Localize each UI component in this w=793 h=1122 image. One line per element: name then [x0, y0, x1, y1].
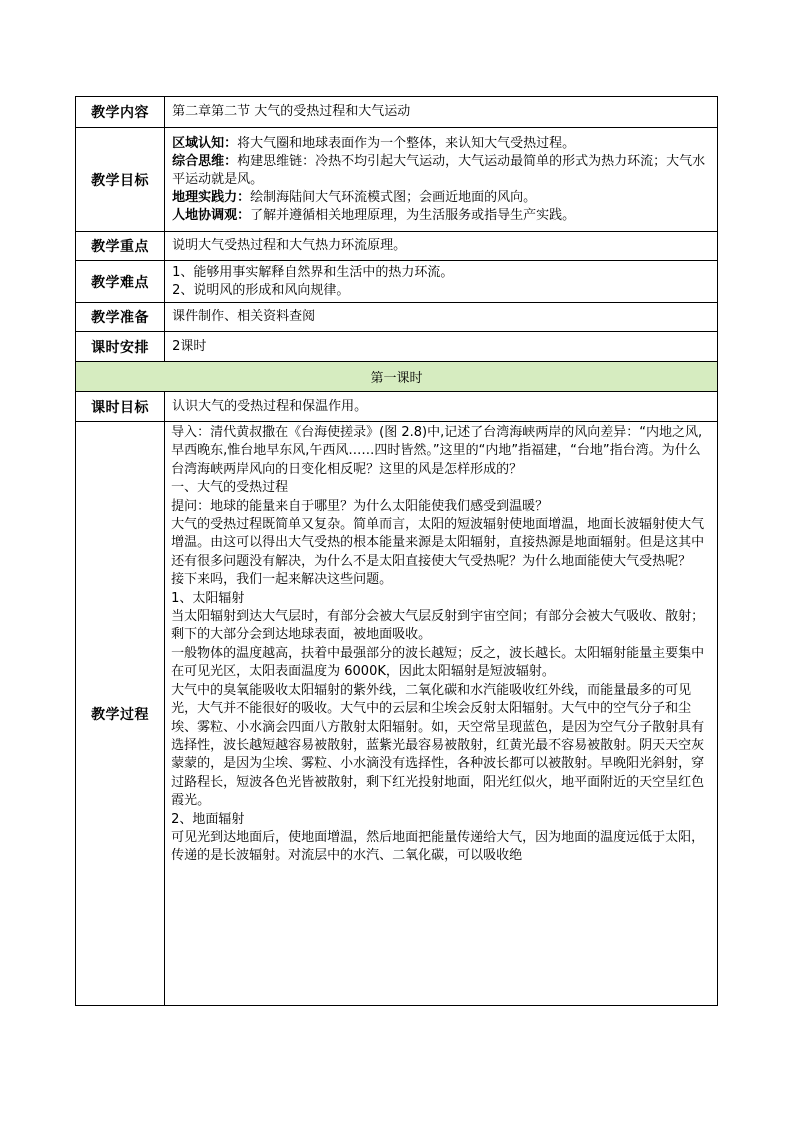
- label-teaching-content: 教学内容: [76, 97, 165, 128]
- value-teaching-goals: [165, 128, 718, 232]
- value-teaching-process: [165, 422, 718, 1006]
- row-schedule: [76, 332, 718, 362]
- goal-head: 综合思维：: [172, 153, 238, 169]
- row-teaching-process: [76, 422, 718, 1006]
- goal-integrated-thinking: [172, 153, 712, 189]
- value-teaching-content: 第二章第二节 大气的受热过程和大气运动: [165, 97, 718, 128]
- row-lesson-goal: [76, 392, 718, 422]
- label-preparation: 教学准备: [76, 303, 165, 332]
- goal-regional-cognition: [172, 135, 712, 153]
- goal-text: 构建思维链：冷热不均引起大气运动，大气运动最简单的形式为热力环流；大气水平运动就是风。: [172, 153, 706, 187]
- lesson-plan-table: [75, 96, 718, 1006]
- goal-head: 人地协调观：: [172, 207, 251, 223]
- goal-text: 绘制海陆间大气环流模式图；会画近地面的风向。: [250, 189, 537, 205]
- process-paragraph: 一般物体的温度越高，扶着中最强部分的波长越短；反之，波长越长。太阳辐射能量主要集中在可见光区，太阳表面温度为 6000K，因此太阳辐射是短波辐射。: [171, 645, 705, 680]
- value-schedule: 2课时: [165, 332, 718, 362]
- row-teaching-goals: [76, 128, 718, 232]
- process-heading: 一、大气的受热过程: [171, 480, 289, 496]
- process-heading: 2、地面辐射: [171, 811, 245, 827]
- process-paragraph: 提问：地球的能量来自于哪里？为什么太阳能使我们感受到温暖？: [171, 498, 549, 514]
- goal-text: 将大气圈和地球表面作为一个整体，来认知大气受热过程。: [237, 135, 576, 151]
- process-paragraph: 导入：清代黄叔撒在《台海使搓录》(图 2.8)中,记述了台湾海峡两岸的风向差异：“内地之风,早西晚东,惟台地早东风,午西风……四时皆然。”这里的“内地”指福建，“台地”指台湾。为什么台湾海峡两岸风向的日变化相反呢？这里的风是怎样形成的？: [171, 425, 703, 477]
- row-key-points: [76, 232, 718, 261]
- row-difficulties: [76, 261, 718, 303]
- process-paragraph: 大气的受热过程既简单又复杂。简单而言，太阳的短波辐射使地面增温，地面长波辐射使大气增温。由这可以得出大气受热的根本能量来源是太阳辐射，直接热源是地面辐射。但是这其中还有很多问题没有解决，为什么不是太阳直接使大气受热呢？为什么地面能使大气受热呢？: [171, 517, 705, 569]
- difficulty-line: 1、能够用事实解释自然界和生活中的热力环流。: [172, 264, 454, 280]
- row-teaching-content: [76, 97, 718, 128]
- row-lesson-banner: [76, 362, 718, 392]
- label-teaching-goals: 教学目标: [76, 128, 165, 232]
- label-schedule: 课时安排: [76, 332, 165, 362]
- difficulty-line: 2、说明风的形成和风向规律。: [172, 282, 350, 298]
- process-paragraph: 可见光到达地面后，使地面增温，然后地面把能量传递给大气，因为地面的温度远低于太阳，传递的是长波辐射。对流层中的水汽、二氧化碳，可以吸收绝: [171, 829, 705, 864]
- label-difficulties: 教学难点: [76, 261, 165, 303]
- value-preparation: 课件制作、相关资料查阅: [165, 303, 718, 332]
- process-paragraph: 接下来吗，我们一起来解决这些问题。: [171, 572, 393, 588]
- value-difficulties: [165, 261, 718, 303]
- goal-text: 了解并遵循相关地理原理，为生活服务或指导生产实践。: [250, 207, 576, 223]
- lesson-banner: 第一课时: [76, 362, 718, 392]
- process-paragraph: 当太阳辐射到达大气层时，有部分会被大气层反射到宇宙空间；有部分会被大气吸收、散射；剩下的大部分会到达地球表面，被地面吸收。: [171, 609, 705, 643]
- label-lesson-goal: 课时目标: [76, 392, 165, 422]
- row-preparation: [76, 303, 718, 332]
- value-lesson-goal: 认识大气的受热过程和保温作用。: [165, 392, 718, 422]
- label-teaching-process: 教学过程: [76, 422, 165, 1006]
- goal-head: 区域认知：: [172, 135, 238, 151]
- value-key-points: 说明大气受热过程和大气热力环流原理。: [165, 232, 718, 261]
- process-paragraph: 大气中的臭氧能吸收太阳辐射的紫外线，二氧化碳和水汽能吸收红外线，而能量最多的可见光，大气并不能很好的吸收。大气中的云层和尘埃会反射太阳辐射。大气中的空气分子和尘埃、雾粒、小水滴会四面八方散射太阳辐射。如，天空常呈现蓝色，是因为空气分子散射具有选择性，波长越短越容易被散射，蓝紫光最容易被散射，红黄光最不容易被散射。阴天天空灰蒙蒙的，是因为尘埃、雾粒、小水滴没有选择性，各种波长都可以被散射。早晚阳光斜射，穿过路程长，短波各色光皆被散射，剩下红光投射地面，阳光红似火，地平面附近的天空呈红色霞光。: [171, 682, 705, 809]
- goal-human-earth-harmony: [172, 207, 712, 225]
- goal-head: 地理实践力：: [172, 189, 251, 205]
- label-key-points: 教学重点: [76, 232, 165, 261]
- goal-geographic-practice: [172, 189, 712, 207]
- process-heading: 1、太阳辐射: [171, 590, 245, 606]
